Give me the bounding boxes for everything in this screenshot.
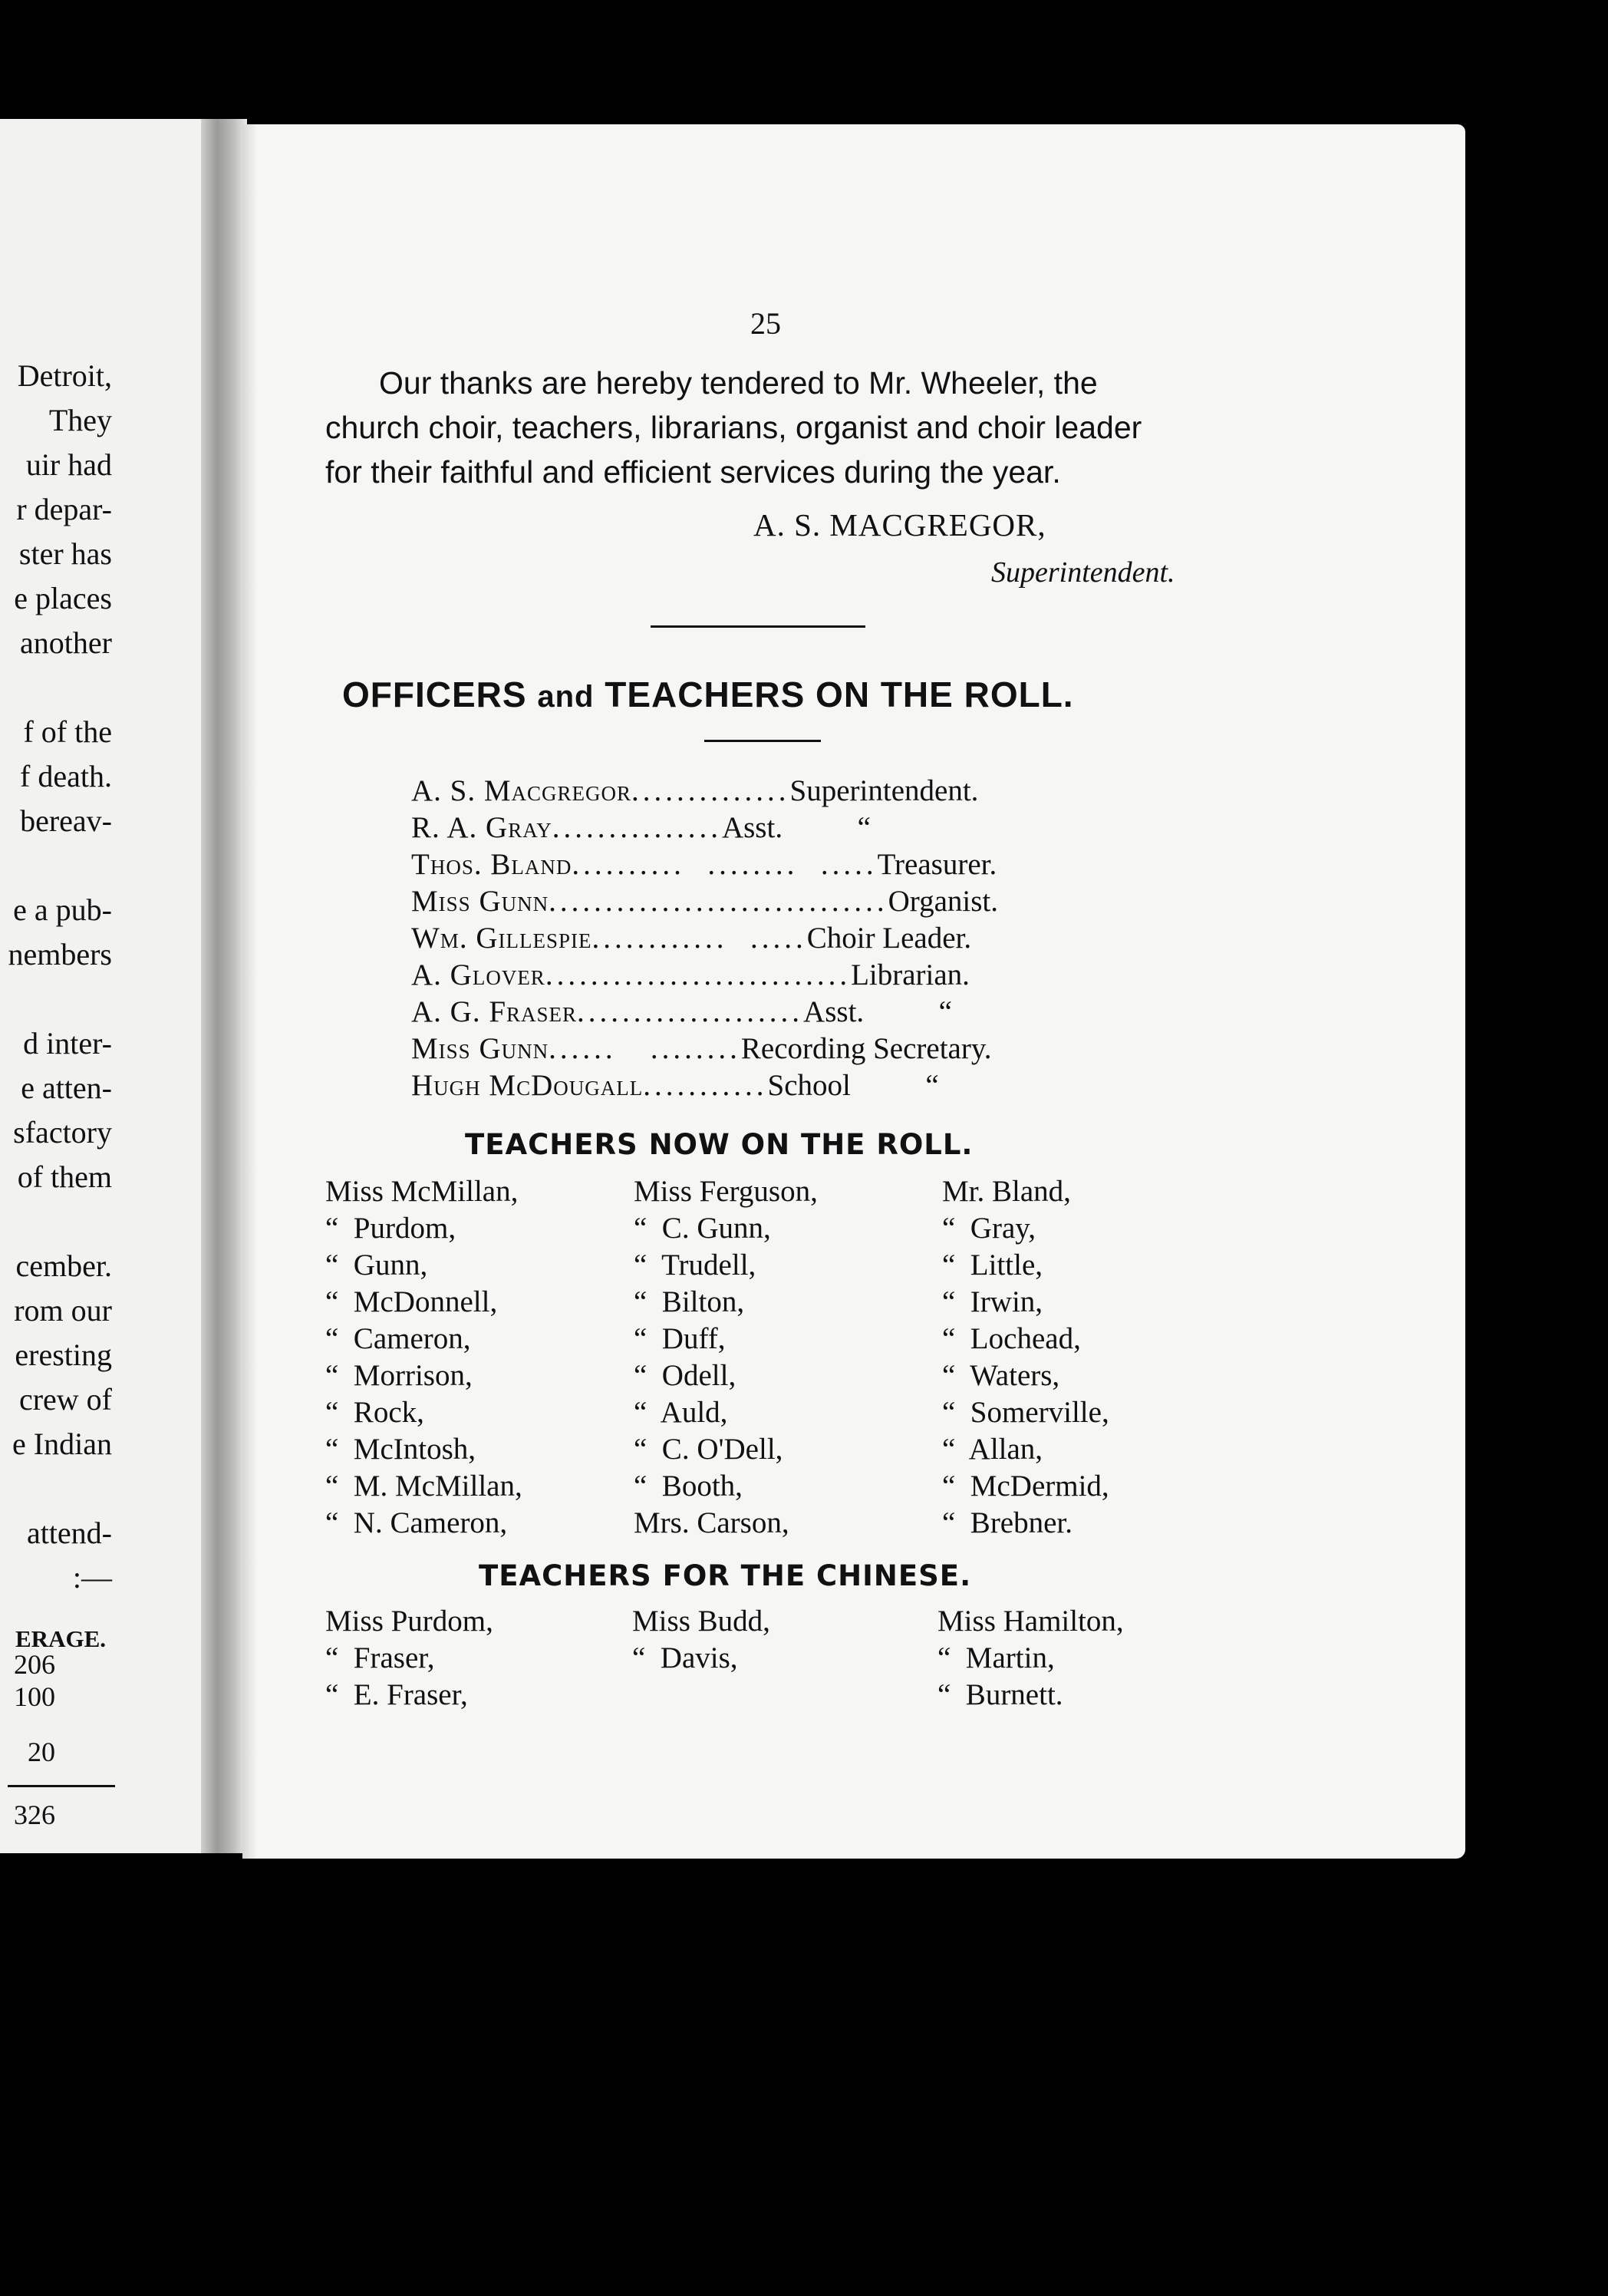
total-number: 326 bbox=[14, 1800, 55, 1830]
teacher-name: “ Gunn, bbox=[325, 1249, 428, 1282]
dot-leader: .............. bbox=[631, 774, 790, 807]
left-text-line: :— bbox=[72, 1560, 112, 1595]
teacher-name: “ Purdom, bbox=[325, 1212, 456, 1245]
dot-leader: ........................... bbox=[545, 958, 852, 991]
officers-heading bbox=[342, 674, 1074, 715]
officer-role: School “ bbox=[767, 1069, 939, 1102]
officer-role: Treasurer. bbox=[877, 848, 997, 881]
teachers-now-heading: TEACHERS NOW ON THE ROLL. bbox=[465, 1128, 974, 1161]
heading-rule bbox=[704, 740, 821, 742]
teacher-name: “ Auld, bbox=[634, 1396, 728, 1429]
dot-leader: .......... ........ ..... bbox=[572, 848, 878, 881]
total-number: 206 bbox=[14, 1649, 55, 1680]
dot-leader: ............ ..... bbox=[591, 922, 807, 955]
officer-role: Organist. bbox=[888, 885, 998, 918]
left-text-line: of them bbox=[17, 1160, 112, 1194]
officer-name: Wm. Gillespie bbox=[411, 922, 592, 955]
teacher-name: “ Gray, bbox=[942, 1212, 1036, 1245]
officer-name: Miss Gunn bbox=[411, 1032, 549, 1065]
teacher-name: “ Burnett. bbox=[937, 1678, 1063, 1711]
teacher-name: “ McIntosh, bbox=[325, 1433, 476, 1466]
heading-rest: TEACHERS ON THE ROLL. bbox=[605, 675, 1074, 714]
officer-row bbox=[411, 995, 952, 1031]
teachers-chinese-heading: TEACHERS FOR THE CHINESE. bbox=[479, 1559, 972, 1592]
paragraph-line-3: for their faithful and efficient services during the year. bbox=[325, 454, 1061, 490]
left-text-line: another bbox=[20, 625, 112, 660]
officer-name: Thos. Bland bbox=[411, 848, 572, 881]
teacher-name: Miss Purdom, bbox=[325, 1605, 493, 1638]
left-text-line: crew of bbox=[18, 1382, 112, 1417]
teacher-name: “ McDermid, bbox=[942, 1470, 1109, 1503]
teacher-name: “ Little, bbox=[942, 1249, 1043, 1282]
teacher-name: “ C. Gunn, bbox=[634, 1212, 771, 1245]
teacher-name: Miss McMillan, bbox=[325, 1175, 519, 1208]
dot-leader: ........... bbox=[643, 1069, 768, 1102]
teacher-column bbox=[325, 1174, 522, 1542]
teacher-name: “ Lochead, bbox=[942, 1322, 1081, 1355]
teacher-name: “ Fraser, bbox=[325, 1641, 435, 1674]
teacher-name: “ Rock, bbox=[325, 1396, 424, 1429]
officer-role: Choir Leader. bbox=[806, 922, 972, 955]
page-fold-shadow bbox=[201, 119, 247, 1853]
signature-title: Superintendent. bbox=[991, 556, 1175, 589]
signature-name: A. S. MACGREGOR, bbox=[753, 507, 1046, 543]
left-text-line: eresting bbox=[15, 1338, 112, 1372]
officer-name: R. A. Gray bbox=[411, 811, 552, 844]
dot-leader: ............... bbox=[552, 811, 722, 844]
teacher-name: Miss Ferguson, bbox=[634, 1175, 818, 1208]
page-number: 25 bbox=[750, 306, 781, 341]
teacher-name: “ Odell, bbox=[634, 1359, 736, 1392]
left-text-line: bereav- bbox=[20, 803, 112, 838]
teacher-column bbox=[325, 1604, 493, 1714]
officer-row bbox=[411, 884, 998, 921]
teacher-name: “ N. Cameron, bbox=[325, 1506, 508, 1539]
teacher-name: “ Allan, bbox=[942, 1433, 1043, 1466]
paragraph-line-2: church choir, teachers, librarians, organist and choir leader bbox=[325, 410, 1142, 445]
left-text-line: They bbox=[48, 403, 112, 437]
officer-name: A. G. Fraser bbox=[411, 995, 578, 1028]
left-text-line: e atten- bbox=[21, 1070, 112, 1105]
total-number: 100 bbox=[14, 1681, 55, 1712]
dot-leader: .................... bbox=[577, 995, 804, 1028]
officer-row bbox=[411, 810, 871, 847]
officer-role: Librarian. bbox=[851, 958, 970, 991]
dot-leader: .............................. bbox=[549, 885, 888, 918]
left-text-line: rom our bbox=[14, 1293, 112, 1328]
left-text-line: nembers bbox=[8, 937, 112, 972]
left-text-line: r depar- bbox=[16, 492, 112, 526]
left-text-line: sfactory bbox=[13, 1115, 112, 1150]
left-text-line: cember. bbox=[15, 1249, 112, 1283]
teacher-name: “ Somerville, bbox=[942, 1396, 1109, 1429]
teacher-column bbox=[937, 1604, 1124, 1714]
teacher-name: “ McDonnell, bbox=[325, 1285, 498, 1318]
teacher-name: “ Waters, bbox=[942, 1359, 1060, 1392]
officer-row bbox=[411, 921, 971, 958]
section-divider bbox=[651, 625, 865, 628]
left-text-line: uir had bbox=[25, 447, 112, 482]
heading-and: and bbox=[537, 680, 595, 714]
left-text-line: e places bbox=[14, 581, 112, 615]
sum-rule bbox=[8, 1785, 115, 1787]
teacher-column bbox=[942, 1174, 1109, 1542]
paragraph-line-1: Our thanks are hereby tendered to Mr. Wheeler, the bbox=[379, 365, 1098, 401]
teacher-name: Mr. Bland, bbox=[942, 1175, 1071, 1208]
teacher-name: “ Martin, bbox=[937, 1641, 1055, 1674]
teacher-name: “ Duff, bbox=[634, 1322, 726, 1355]
teacher-name: “ E. Fraser, bbox=[325, 1678, 468, 1711]
dot-leader: ...... ........ bbox=[549, 1032, 741, 1065]
teacher-name: Miss Hamilton, bbox=[937, 1605, 1124, 1638]
officer-role: Superintendent. bbox=[789, 774, 979, 807]
officer-name: Miss Gunn bbox=[411, 885, 549, 918]
officer-name: A. S. Macgregor bbox=[411, 774, 632, 807]
teacher-name: “ Bilton, bbox=[634, 1285, 745, 1318]
officer-row bbox=[411, 847, 997, 884]
left-text-line: Detroit, bbox=[17, 358, 112, 393]
officer-role: Asst. “ bbox=[803, 995, 952, 1028]
teacher-name: “ M. McMillan, bbox=[325, 1470, 522, 1503]
teacher-name: “ Cameron, bbox=[325, 1322, 471, 1355]
left-text-line: e Indian bbox=[12, 1427, 112, 1461]
officer-row bbox=[411, 1031, 992, 1068]
teacher-column bbox=[632, 1604, 770, 1677]
officer-row bbox=[411, 958, 970, 995]
officer-name: Hugh McDougall bbox=[411, 1069, 644, 1102]
heading-officers: OFFICERS bbox=[342, 675, 527, 714]
teacher-name: “ C. O'Dell, bbox=[634, 1433, 783, 1466]
left-text-line: d inter- bbox=[23, 1026, 112, 1061]
average-label: ERAGE. bbox=[15, 1625, 106, 1652]
teacher-name: “ Davis, bbox=[632, 1641, 738, 1674]
total-number: 20 bbox=[28, 1737, 55, 1767]
teacher-name: “ Irwin, bbox=[942, 1285, 1043, 1318]
teacher-name: “ Morrison, bbox=[325, 1359, 473, 1392]
page-gutter bbox=[242, 124, 258, 1859]
teacher-name: “ Brebner. bbox=[942, 1506, 1073, 1539]
teacher-column bbox=[634, 1174, 818, 1542]
left-text-line: f of the bbox=[23, 714, 112, 749]
teacher-name: “ Booth, bbox=[634, 1470, 743, 1503]
teacher-name: “ Trudell, bbox=[634, 1249, 756, 1282]
left-text-line: ster has bbox=[18, 536, 112, 571]
officer-row bbox=[411, 774, 978, 810]
officer-row bbox=[411, 1068, 939, 1105]
left-text-line: e a pub- bbox=[13, 892, 112, 927]
officer-name: A. Glover bbox=[411, 958, 545, 991]
left-text-line: f death. bbox=[20, 759, 112, 793]
left-text-line: attend- bbox=[26, 1516, 112, 1550]
officer-role: Recording Secretary. bbox=[740, 1032, 992, 1065]
teacher-name: Mrs. Carson, bbox=[634, 1506, 789, 1539]
teacher-name: Miss Budd, bbox=[632, 1605, 770, 1638]
officer-role: Asst. “ bbox=[721, 811, 871, 844]
